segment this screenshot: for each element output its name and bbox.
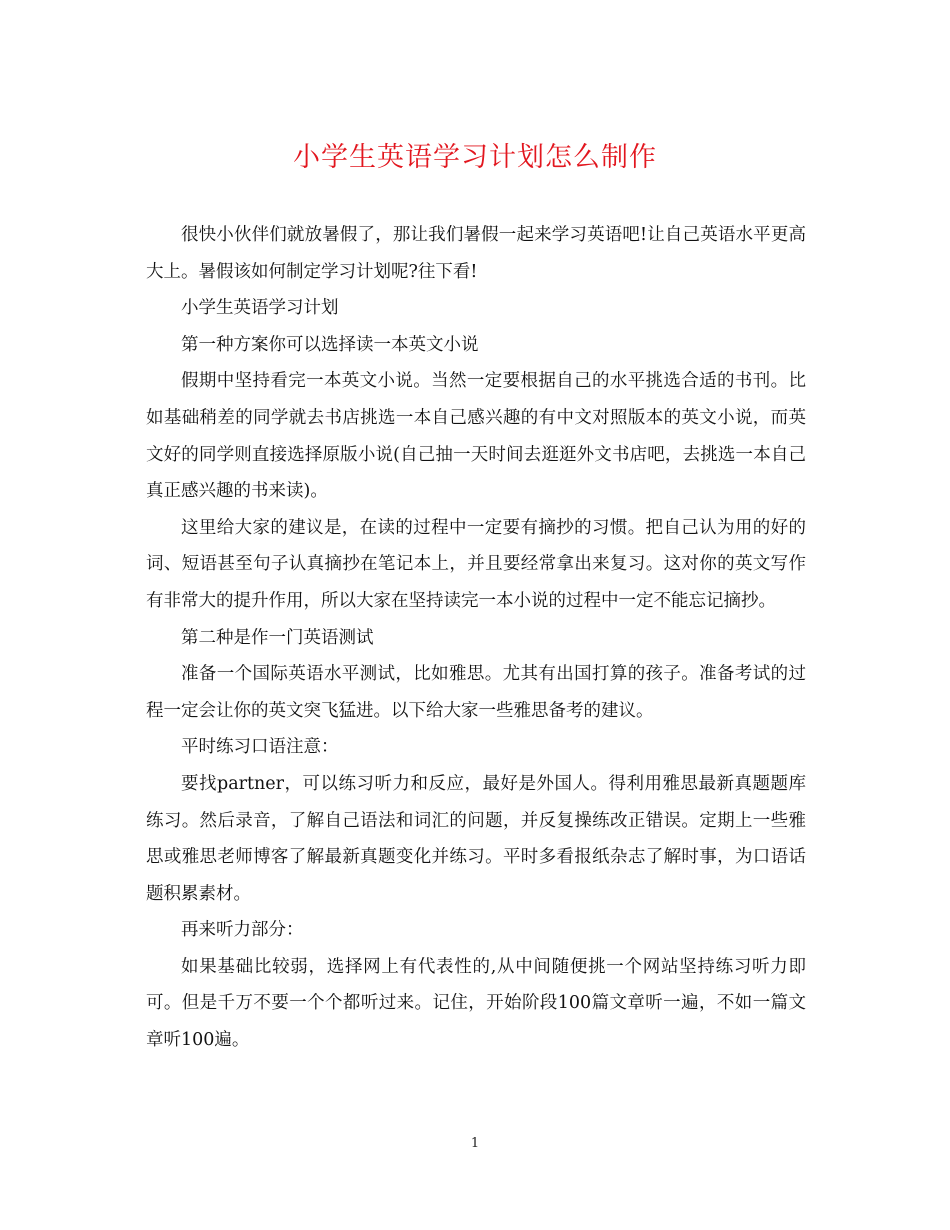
paragraph-heading-plan: 小学生英语学习计划 — [181, 298, 339, 319]
paragraph-option-one: 第一种方案你可以选择读一本英文小说 — [181, 334, 479, 355]
document-body — [146, 217, 806, 1059]
paragraph-intro: 很快小伙伴们就放暑假了，那让我们暑假一起来学习英语吧!让自己英语水平更高大上。暑假该如何制定学习计划呢?往下看! — [146, 225, 806, 282]
paragraph-option-two: 第二种是作一门英语测试 — [181, 627, 374, 648]
document-title: 小学生英语学习计划怎么制作 — [293, 142, 657, 173]
paragraph-listening-heading: 再来听力部分： — [181, 920, 304, 941]
paragraph-speaking-practice: 要找partner，可以练习听力和反应，最好是外国人。得利用雅思最新真题题库练习。然后录音，了解自己语法和词汇的问题，并反复操练改正错误。定期上一些雅思或雅思老师博客了解最新真题变化并练习。平时多看报纸杂志了解时事，为口语话题积累素材。 — [146, 773, 806, 904]
paragraph-excerpt-advice: 这里给大家的建议是，在读的过程中一定要有摘抄的习惯。把自己认为用的好的词、短语甚至句子认真摘抄在笔记本上，并且要经常拿出来复习。这对你的英文写作有非常大的提升作用，所以大家在坚持读完一本小说的过程中一定不能忘记摘抄。 — [146, 517, 806, 611]
paragraph-speaking-heading: 平时练习口语注意： — [181, 737, 339, 758]
paragraph-ielts-prep: 准备一个国际英语水平测试，比如雅思。尤其有出国打算的孩子。准备考试的过程一定会让你的英文突飞猛进。以下给大家一些雅思备考的建议。 — [146, 664, 806, 721]
paragraph-listening-practice: 如果基础比较弱，选择网上有代表性的,从中间随便挑一个网站坚持练习听力即可。但是千万不要一个个都听过来。记住，开始阶段100篇文章听一遍，不如一篇文章听100遍。 — [146, 956, 806, 1051]
paragraph-novel-reading: 假期中坚持看完一本英文小说。当然一定要根据自己的水平挑选合适的书刊。比如基础稍差的同学就去书店挑选一本自己感兴趣的有中文对照版本的英文小说，而英文好的同学则直接选择原版小说(自己抽一天时间去逛逛外文书店吧，去挑选一本自己真正感兴趣的书来读)。 — [146, 371, 806, 502]
page-number: 1 — [470, 1136, 480, 1151]
